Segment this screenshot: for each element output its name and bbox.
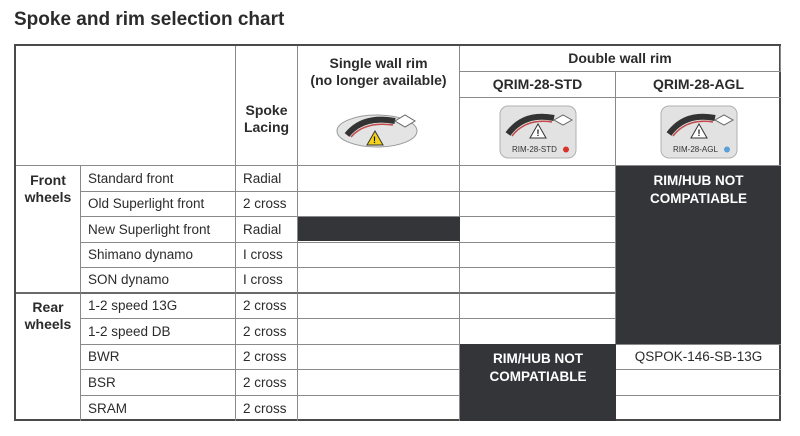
table-cell [616,396,781,422]
agl-header: QRIM-28-AGL [616,72,781,98]
rear-wheels-group: Rear wheels [16,294,81,421]
row-name-cell: New Superlight front [81,217,236,243]
table-cell [460,268,616,294]
corner-cell-a [16,46,81,166]
agl-icon-cell [616,98,781,166]
table-cell [460,192,616,218]
page-title: Spoke and rim selection chart [14,9,285,30]
row-lacing-cell: 2 cross [236,319,298,345]
table-cell [298,319,460,345]
single-wall-header [298,46,460,94]
table-cell [298,294,460,320]
single-wall-note: (no longer available) [310,72,447,88]
table-cell [616,370,781,396]
selection-table [14,44,781,421]
row-name-cell: Standard front [81,166,236,192]
table-cell [298,243,460,269]
agl-icon-label: RIM-28-AGL [672,144,718,154]
row-name-cell: 1-2 speed DB [81,319,236,345]
row-lacing-cell: Radial [236,166,298,192]
table-cell [298,268,460,294]
row-name-cell: 1-2 speed 13G [81,294,236,320]
lacing-header-top [236,46,298,94]
spoke-lacing-header: Spoke Lacing [236,94,298,166]
row-name-cell: SON dynamo [81,268,236,294]
single-wall-icon-cell [298,94,460,166]
row-name-cell: BWR [81,345,236,371]
row-lacing-cell: I cross [236,268,298,294]
row-name-cell: SRAM [81,396,236,422]
table-cell [298,370,460,396]
svg-text:!: ! [697,127,700,138]
single-wall-blocked-cell [298,217,460,241]
row-lacing-cell: Radial [236,217,298,243]
table-cell [460,243,616,269]
table-cell [460,217,616,243]
table-cell [460,294,616,320]
row-lacing-cell: 2 cross [236,345,298,371]
svg-text:!: ! [372,134,376,145]
corner-cell-b [81,46,236,166]
table-cell [298,345,460,371]
agl-front-incompatible: RIM/HUB NOT COMPATIABLE [616,166,781,344]
table-cell [298,396,460,422]
std-dot-icon [563,146,569,152]
agl-dot-icon [724,146,730,152]
std-icon-cell [460,98,616,166]
table-cell [298,192,460,218]
row-lacing-cell: I cross [236,243,298,269]
table-cell [460,319,616,345]
bwr-agl-part-cell: QSPOK-146-SB-13G [616,345,781,371]
agl-rim-icon [659,104,739,160]
row-lacing-cell: 2 cross [236,396,298,422]
std-icon-label: RIM-28-STD [511,144,557,154]
row-lacing-cell: 2 cross [236,370,298,396]
table-cell [460,166,616,192]
std-header: QRIM-28-STD [460,72,616,98]
front-wheels-group: Front wheels [16,166,81,294]
row-lacing-cell: 2 cross [236,192,298,218]
table-cell [298,166,460,192]
std-rim-icon [498,104,578,160]
single-wall-label: Single wall rim [329,55,428,71]
svg-text:!: ! [536,127,539,138]
row-name-cell: Old Superlight front [81,192,236,218]
row-lacing-cell: 2 cross [236,294,298,320]
row-name-cell: BSR [81,370,236,396]
std-rear-incompatible: RIM/HUB NOT COMPATIABLE [460,344,616,421]
double-wall-header: Double wall rim [460,46,781,72]
row-name-cell: Shimano dynamo [81,243,236,269]
single-wall-rim-icon [333,107,425,153]
